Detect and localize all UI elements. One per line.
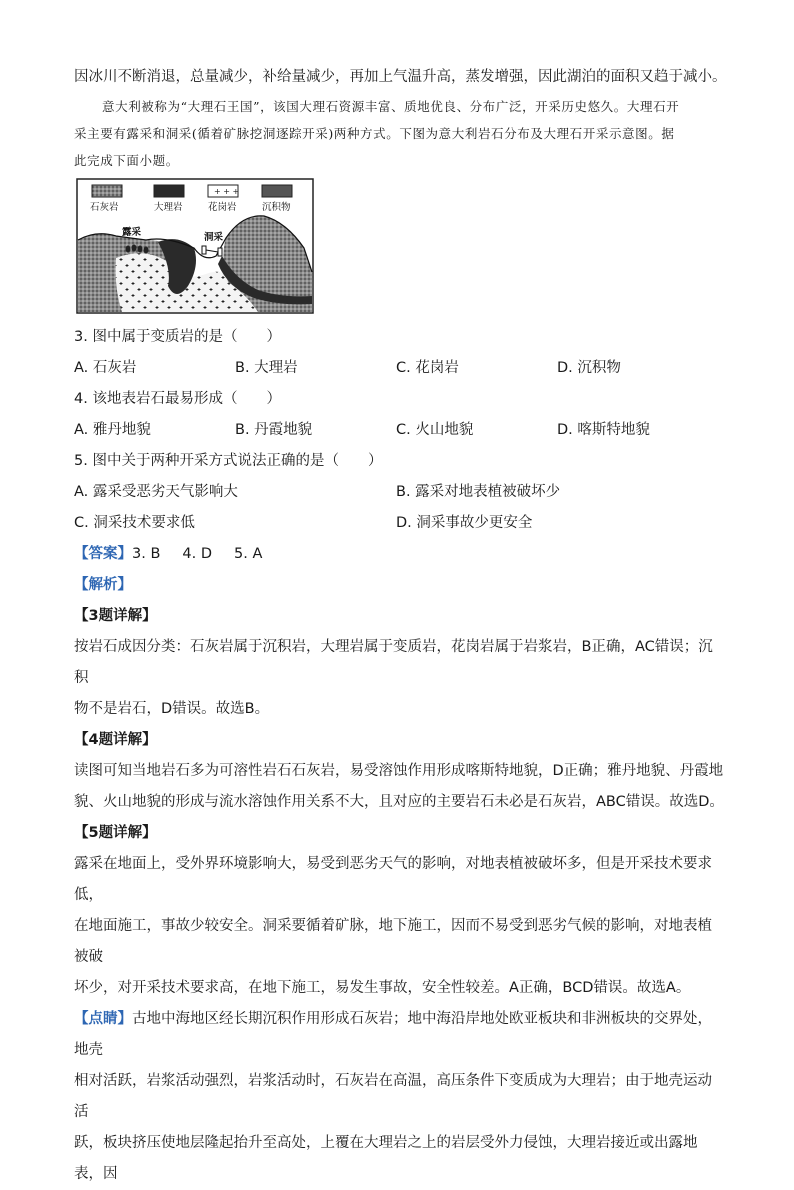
question-5-options-row-1 bbox=[74, 477, 724, 508]
marble-mining-diagram bbox=[76, 178, 314, 314]
detail-5-title: 【5题详解】 bbox=[74, 825, 157, 841]
detail-4-line-2: 貌、火山地貌的形成与流水溶蚀作用关系不大，且对应的主要岩石未必是石灰岩，ABC错误。故选D。 bbox=[74, 794, 724, 810]
legend-label-marble: 大理岩 bbox=[154, 202, 183, 213]
detail-4-title: 【4题详解】 bbox=[74, 732, 157, 748]
question-4-stem: 4. 该地表岩石最易形成（ ） bbox=[74, 391, 281, 407]
q4-option-d[interactable]: D. 喀斯特地貌 bbox=[557, 422, 650, 438]
limestone-legend-swatch bbox=[92, 185, 122, 197]
detail-3-title: 【3题详解】 bbox=[74, 608, 157, 624]
q4-option-a[interactable]: A. 雅丹地貌 bbox=[74, 422, 151, 438]
q3-option-a[interactable]: A. 石灰岩 bbox=[74, 360, 137, 376]
q5-option-d[interactable]: D. 洞采事故少更安全 bbox=[396, 515, 533, 531]
label-open-pit: 露采 bbox=[122, 227, 142, 238]
answer-4: 4. D bbox=[182, 546, 213, 562]
q3-option-c[interactable]: C. 花岗岩 bbox=[396, 360, 459, 376]
detail-5-line-1: 露采在地面上，受外界环境影响大，易受到恶劣天气的影响，对地表植被破坏多，但是开采技术要求低， bbox=[74, 856, 712, 903]
question-3-options bbox=[74, 353, 724, 384]
legend-label-granite: 花岗岩 bbox=[208, 202, 237, 213]
q3-option-b[interactable]: B. 大理岩 bbox=[235, 360, 298, 376]
intro-line-3: 此完成下面小题。 bbox=[74, 153, 179, 168]
sediment-legend-swatch bbox=[262, 185, 292, 197]
question-3-stem: 3. 图中属于变质岩的是（ ） bbox=[74, 329, 281, 345]
answer-label: 【答案】 bbox=[74, 546, 132, 562]
carry-over-line: 因冰川不断消退，总量减少，补给量减少，再加上气温升高，蒸发增强，因此湖泊的面积又趋于减小。 bbox=[74, 69, 727, 85]
tip-section bbox=[74, 1004, 724, 1190]
rock-distribution-figure bbox=[76, 178, 314, 314]
tip-text-1: 古地中海地区经长期沉积作用形成石灰岩；地中海沿岸地处欧亚板块和非洲板块的交界处，地壳 bbox=[74, 1011, 712, 1058]
q5-option-b[interactable]: B. 露采对地表植被破坏少 bbox=[396, 484, 561, 500]
intro-line-2: 采主要有露采和洞采(循着矿脉挖洞逐踪开采)两种方式。下图为意大利岩石分布及大理石开采示意图。据 bbox=[74, 126, 675, 141]
q5-option-a[interactable]: A. 露采受恶劣天气影响大 bbox=[74, 484, 238, 500]
intro-line-1: 意大利被称为“大理石王国”，该国大理石资源丰富、质地优良、分布广泛，开采历史悠久。大理石开 bbox=[102, 99, 680, 114]
tip-line-1 bbox=[74, 1004, 724, 1066]
marble-legend-swatch bbox=[154, 185, 184, 197]
q4-option-c[interactable]: C. 火山地貌 bbox=[396, 422, 474, 438]
legend-label-sediment: 沉积物 bbox=[262, 202, 291, 213]
detail-5-line-2: 在地面施工，事故少较安全。洞采要循着矿脉，地下施工，因而不易受到恶劣气候的影响，对地表植被破 bbox=[74, 918, 712, 965]
answer-5: 5. A bbox=[234, 546, 263, 562]
tip-label: 【点睛】 bbox=[74, 1011, 132, 1027]
question-5-stem: 5. 图中关于两种开采方式说法正确的是（ ） bbox=[74, 453, 383, 469]
question-4-options bbox=[74, 415, 724, 446]
label-tunnel: 洞采 bbox=[204, 232, 224, 243]
tip-line-3: 跃，板块挤压使地层隆起抬升至高处，上覆在大理岩之上的岩层受外力侵蚀，大理岩接近或出露地表，因 bbox=[74, 1135, 698, 1182]
detail-3-body bbox=[74, 632, 724, 725]
detail-3-line-1: 按岩石成因分类：石灰岩属于沉积岩，大理岩属于变质岩，花岗岩属于岩浆岩，B正确，AC错误；沉积 bbox=[74, 639, 713, 686]
document-page bbox=[74, 62, 727, 1190]
q4-option-b[interactable]: B. 丹霞地貌 bbox=[235, 422, 313, 438]
detail-4-body bbox=[74, 756, 724, 818]
answer-3: 3. B bbox=[132, 546, 161, 562]
q3-option-d[interactable]: D. 沉积物 bbox=[557, 360, 621, 376]
detail-5-body bbox=[74, 849, 724, 1004]
tip-line-2: 相对活跃，岩浆活动强烈，岩浆活动时，石灰岩在高温，高压条件下变质成为大理岩；由于地壳运动活 bbox=[74, 1073, 712, 1120]
answer-line bbox=[74, 539, 724, 570]
legend-label-limestone: 石灰岩 bbox=[90, 202, 119, 213]
detail-4-line-1: 读图可知当地岩石多为可溶性岩石石灰岩，易受溶蚀作用形成喀斯特地貌，D正确；雅丹地貌、丹霞地 bbox=[74, 763, 724, 779]
svg-text:+ + +: + + + bbox=[214, 187, 240, 196]
q5-option-c[interactable]: C. 洞采技术要求低 bbox=[74, 515, 195, 531]
question-5-options-row-2 bbox=[74, 508, 724, 539]
analysis-label: 【解析】 bbox=[74, 577, 132, 593]
detail-3-line-2: 物不是岩石，D错误。故选B。 bbox=[74, 701, 270, 717]
detail-5-line-3: 坏少，对开采技术要求高，在地下施工，易发生事故，安全性较差。A正确，BCD错误。故选A。 bbox=[74, 980, 691, 996]
